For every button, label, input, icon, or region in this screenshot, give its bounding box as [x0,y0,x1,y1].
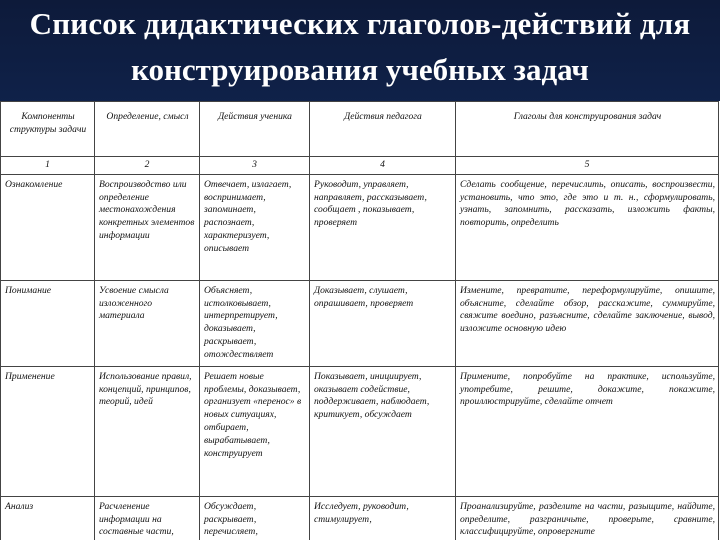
column-number-row [1,157,719,175]
row-definition: Использование правил, концепций, принципов, теорий, идей [95,366,200,496]
table-row [1,496,719,540]
verbs-table-sheet [0,101,720,540]
column-number: 5 [456,157,719,175]
table-header-row [1,102,719,157]
column-number: 3 [200,157,310,175]
table-row [1,174,719,280]
row-teacher-actions: Руководит, управляет, направляет, рассказывает, сообщает , показывает, проверяет [310,174,456,280]
row-definition: Воспроизводство или определение местонахождения конкретных элементов информации [95,174,200,280]
row-component: Анализ [1,496,95,540]
column-number: 2 [95,157,200,175]
column-number: 1 [1,157,95,175]
row-teacher-actions: Исследует, руководит, стимулирует, [310,496,456,540]
title-line-1: Список дидактических глаголов-действий для [29,6,691,41]
row-verbs: Измените, превратите, переформулируйте, опишите, объясните, сделайте обзор, расскажите, суммируйте, свяжите воедино, разъясните, сделайте заключение, вывод, изложите основную идею [456,280,719,366]
row-student-actions: Решает новые проблемы, доказывает, организует «перенос» в новых ситуациях, отбирает, вырабатывает, конструирует [200,366,310,496]
row-teacher-actions: Доказывает, слушает, опрашивает, проверяет [310,280,456,366]
slide-title [0,0,720,100]
header-definition: Определение, смысл [95,102,200,157]
table-row [1,280,719,366]
row-student-actions: Отвечает, излагает, воспринимает, запоминает, распознает, характеризует, описывает [200,174,310,280]
row-component: Понимание [1,280,95,366]
row-definition: Расчленение информации на составные части, [95,496,200,540]
column-number: 4 [310,157,456,175]
row-student-actions: Объясняет, истолковывает, интерпретирует, доказывает, раскрывает, отождествляет [200,280,310,366]
header-verbs: Глаголы для конструирования задач [456,102,719,157]
row-verbs: Проанализируйте, разделите на части, разыщите, найдите, определите, разграничьте, проверьте, сравните, классифицируйте, опровергните [456,496,719,540]
row-verbs: Сделать сообщение, перечислить, описать, воспроизвести, установить, что это, где это и т. н., сформулировать, узнать, запомнить, рассказать, изложить факты, повторить, определить [456,174,719,280]
row-component: Применение [1,366,95,496]
header-student-actions: Действия ученика [200,102,310,157]
row-definition: Усвоение смысла изложенного материала [95,280,200,366]
header-teacher-actions: Действия педагога [310,102,456,157]
row-component: Ознакомление [1,174,95,280]
row-verbs: Примените, попробуйте на практике, используйте, употребите, решите, докажите, покажите, проиллюстрируйте, сделайте отчет [456,366,719,496]
row-student-actions: Обсуждает, раскрывает, перечисляет, [200,496,310,540]
title-line-2: конструирования учебных задач [131,52,589,87]
verbs-table [0,101,719,540]
row-teacher-actions: Показывает, инициирует, оказывает содействие, поддерживает, наблюдает, критикует, обсуждает [310,366,456,496]
table-row [1,366,719,496]
header-components: Компоненты структуры задачи [1,102,95,157]
